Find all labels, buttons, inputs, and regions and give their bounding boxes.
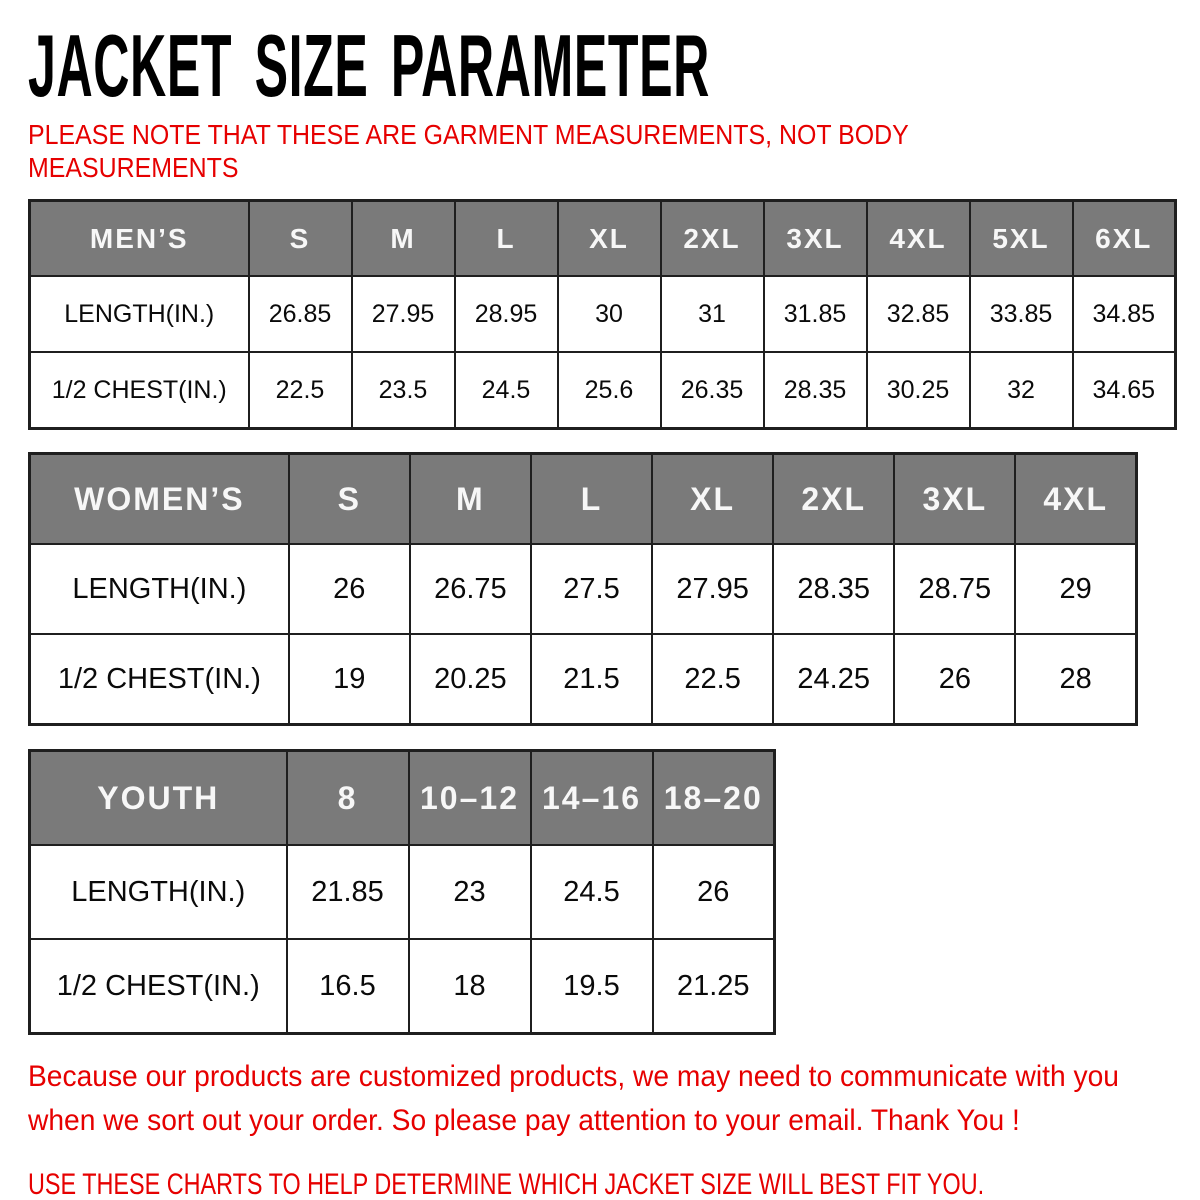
- size-value-cell: 24.5: [455, 352, 558, 429]
- size-value-cell: 21.25: [653, 939, 775, 1034]
- row-label-cell: LENGTH(IN.): [30, 544, 289, 634]
- size-value-cell: 19: [289, 634, 410, 725]
- page-title: JACKET SIZE PARAMETER: [28, 16, 710, 115]
- row-label-cell: LENGTH(IN.): [30, 276, 249, 352]
- size-value-cell: 32: [970, 352, 1073, 429]
- size-header-cell: 5XL: [970, 201, 1073, 277]
- youth-table-title-cell: YOUTH: [30, 751, 287, 846]
- size-value-cell: 28.75: [894, 544, 1015, 634]
- size-value-cell: 26: [289, 544, 410, 634]
- size-value-cell: 23: [409, 845, 531, 939]
- size-value-cell: 26: [894, 634, 1015, 725]
- size-header-cell: XL: [652, 454, 773, 545]
- size-value-cell: 26.75: [410, 544, 531, 634]
- size-value-cell: 27.95: [352, 276, 455, 352]
- size-value-cell: 30: [558, 276, 661, 352]
- size-value-cell: 30.25: [867, 352, 970, 429]
- note-line-2: MEASUREMENTS: [28, 152, 239, 183]
- row-label-cell: LENGTH(IN.): [30, 845, 287, 939]
- womens-chest-row: [30, 634, 1137, 725]
- size-value-cell: 19.5: [531, 939, 653, 1034]
- size-header-cell: S: [249, 201, 352, 277]
- size-header-cell: L: [455, 201, 558, 277]
- youth-chest-row: [30, 939, 775, 1034]
- garment-measurement-note: [28, 118, 1200, 184]
- size-value-cell: 24.5: [531, 845, 653, 939]
- size-header-cell: L: [531, 454, 652, 545]
- size-value-cell: 33.85: [970, 276, 1073, 352]
- footer-line-2: when we sort out your order. So please pay attention to your email. Thank You !: [28, 1104, 1020, 1137]
- youth-length-row: [30, 845, 775, 939]
- size-value-cell: 23.5: [352, 352, 455, 429]
- size-value-cell: 21.5: [531, 634, 652, 725]
- note-line-1: PLEASE NOTE THAT THESE ARE GARMENT MEASUREMENTS, NOT BODY: [28, 119, 909, 150]
- size-value-cell: 16.5: [287, 939, 409, 1034]
- size-value-cell: 27.5: [531, 544, 652, 634]
- customization-notice: [28, 1055, 1200, 1200]
- size-value-cell: 25.6: [558, 352, 661, 429]
- size-value-cell: 20.25: [410, 634, 531, 725]
- womens-header-row: [30, 454, 1137, 545]
- size-header-cell: 18–20: [653, 751, 775, 846]
- footer-line-3: USE THESE CHARTS TO HELP DETERMINE WHICH JACKET SIZE WILL BEST FIT YOU.: [28, 1168, 985, 1200]
- size-header-cell: M: [352, 201, 455, 277]
- size-header-cell: 8: [287, 751, 409, 846]
- youth-size-table: [28, 749, 776, 1035]
- size-header-cell: 6XL: [1073, 201, 1176, 277]
- size-header-cell: M: [410, 454, 531, 545]
- mens-size-table: [28, 199, 1177, 430]
- size-value-cell: 31.85: [764, 276, 867, 352]
- mens-length-row: [30, 276, 1176, 352]
- row-label-cell: 1/2 CHEST(IN.): [30, 352, 249, 429]
- size-header-cell: 4XL: [1015, 454, 1136, 545]
- size-value-cell: 28: [1015, 634, 1136, 725]
- size-value-cell: 28.35: [764, 352, 867, 429]
- size-value-cell: 18: [409, 939, 531, 1034]
- size-value-cell: 34.85: [1073, 276, 1176, 352]
- womens-table-title-cell: WOMEN’S: [30, 454, 289, 545]
- size-value-cell: 26: [653, 845, 775, 939]
- size-value-cell: 29: [1015, 544, 1136, 634]
- footer-line-1: Because our products are customized products, we may need to communicate with you: [28, 1060, 1119, 1093]
- size-value-cell: 24.25: [773, 634, 894, 725]
- size-header-cell: 2XL: [661, 201, 764, 277]
- size-value-cell: 22.5: [249, 352, 352, 429]
- size-value-cell: 28.35: [773, 544, 894, 634]
- size-value-cell: 34.65: [1073, 352, 1176, 429]
- size-value-cell: 21.85: [287, 845, 409, 939]
- size-header-cell: 14–16: [531, 751, 653, 846]
- size-value-cell: 28.95: [455, 276, 558, 352]
- size-value-cell: 31: [661, 276, 764, 352]
- youth-header-row: [30, 751, 775, 846]
- size-header-cell: 2XL: [773, 454, 894, 545]
- size-header-cell: 3XL: [894, 454, 1015, 545]
- size-value-cell: 26.85: [249, 276, 352, 352]
- womens-size-table: [28, 452, 1138, 726]
- size-header-cell: 3XL: [764, 201, 867, 277]
- size-value-cell: 22.5: [652, 634, 773, 725]
- size-value-cell: 32.85: [867, 276, 970, 352]
- size-value-cell: 27.95: [652, 544, 773, 634]
- size-header-cell: 10–12: [409, 751, 531, 846]
- mens-header-row: [30, 201, 1176, 277]
- mens-table-title-cell: MEN’S: [30, 201, 249, 277]
- size-header-cell: 4XL: [867, 201, 970, 277]
- row-label-cell: 1/2 CHEST(IN.): [30, 634, 289, 725]
- size-header-cell: S: [289, 454, 410, 545]
- row-label-cell: 1/2 CHEST(IN.): [30, 939, 287, 1034]
- womens-length-row: [30, 544, 1137, 634]
- mens-chest-row: [30, 352, 1176, 429]
- size-header-cell: XL: [558, 201, 661, 277]
- size-value-cell: 26.35: [661, 352, 764, 429]
